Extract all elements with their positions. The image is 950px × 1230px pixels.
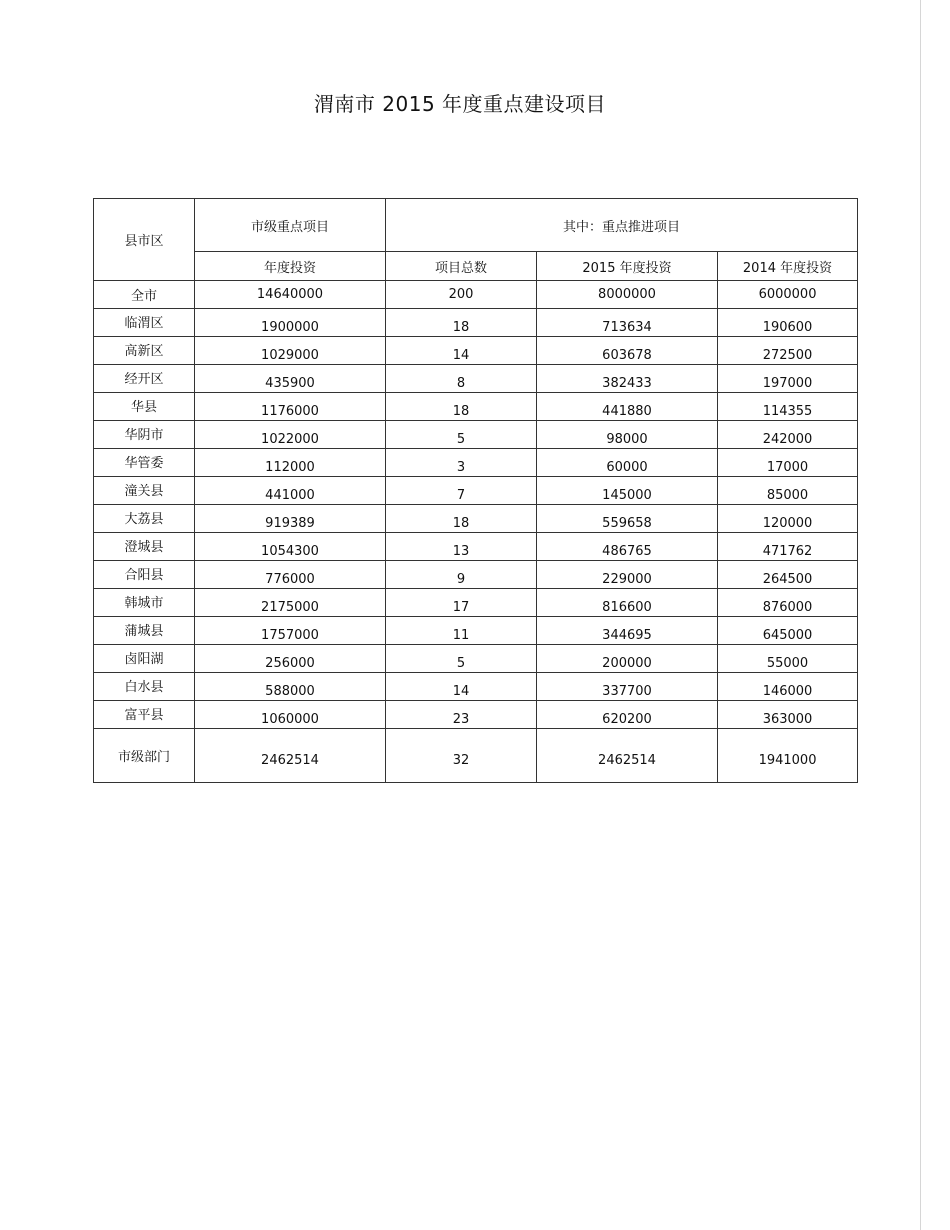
table-row bbox=[94, 589, 858, 617]
region-cell: 华县 bbox=[94, 393, 195, 421]
annual-investment-cell: 1176000 bbox=[195, 393, 386, 421]
project-count-cell: 9 bbox=[386, 561, 537, 589]
investment-2015-cell: 337700 bbox=[537, 673, 718, 701]
annual-investment-cell: 1022000 bbox=[195, 421, 386, 449]
investment-table bbox=[93, 198, 858, 783]
annual-investment-cell: 441000 bbox=[195, 477, 386, 505]
table-row bbox=[94, 617, 858, 645]
header-row-sub bbox=[94, 252, 858, 281]
project-count-cell: 32 bbox=[386, 729, 537, 783]
annual-investment-cell: 1757000 bbox=[195, 617, 386, 645]
table-row bbox=[94, 533, 858, 561]
annual-investment-cell: 2175000 bbox=[195, 589, 386, 617]
table-row bbox=[94, 477, 858, 505]
investment-2015-cell: 816600 bbox=[537, 589, 718, 617]
header-promoted-projects: 其中：重点推进项目 bbox=[386, 199, 858, 252]
region-cell: 华阴市 bbox=[94, 421, 195, 449]
investment-2014-cell: 6000000 bbox=[718, 281, 858, 309]
investment-2014-cell: 876000 bbox=[718, 589, 858, 617]
investment-2014-cell: 264500 bbox=[718, 561, 858, 589]
project-count-cell: 14 bbox=[386, 337, 537, 365]
investment-2015-cell: 486765 bbox=[537, 533, 718, 561]
project-count-cell: 5 bbox=[386, 421, 537, 449]
region-cell: 合阳县 bbox=[94, 561, 195, 589]
page-edge-rule bbox=[920, 0, 921, 1230]
region-cell: 潼关县 bbox=[94, 477, 195, 505]
annual-investment-cell: 112000 bbox=[195, 449, 386, 477]
investment-2014-cell: 242000 bbox=[718, 421, 858, 449]
investment-2014-cell: 1941000 bbox=[718, 729, 858, 783]
investment-2015-cell: 382433 bbox=[537, 365, 718, 393]
investment-2014-cell: 363000 bbox=[718, 701, 858, 729]
investment-2014-cell: 17000 bbox=[718, 449, 858, 477]
region-cell: 临渭区 bbox=[94, 309, 195, 337]
table-row bbox=[94, 645, 858, 673]
investment-2015-cell: 441880 bbox=[537, 393, 718, 421]
project-count-cell: 200 bbox=[386, 281, 537, 309]
investment-2014-cell: 146000 bbox=[718, 673, 858, 701]
annual-investment-cell: 256000 bbox=[195, 645, 386, 673]
investment-2015-cell: 2462514 bbox=[537, 729, 718, 783]
investment-2014-cell: 120000 bbox=[718, 505, 858, 533]
table-row bbox=[94, 393, 858, 421]
region-cell: 卤阳湖 bbox=[94, 645, 195, 673]
annual-investment-cell: 1029000 bbox=[195, 337, 386, 365]
project-count-cell: 8 bbox=[386, 365, 537, 393]
header-project-total: 项目总数 bbox=[386, 252, 537, 281]
annual-investment-cell: 1054300 bbox=[195, 533, 386, 561]
header-investment-2015: 2015 年度投资 bbox=[537, 252, 718, 281]
project-count-cell: 5 bbox=[386, 645, 537, 673]
investment-2015-cell: 559658 bbox=[537, 505, 718, 533]
region-cell: 蒲城县 bbox=[94, 617, 195, 645]
table-row bbox=[94, 337, 858, 365]
region-cell: 市级部门 bbox=[94, 729, 195, 783]
investment-2015-cell: 229000 bbox=[537, 561, 718, 589]
table-row bbox=[94, 729, 858, 783]
investment-2015-cell: 8000000 bbox=[537, 281, 718, 309]
project-count-cell: 13 bbox=[386, 533, 537, 561]
region-cell: 华管委 bbox=[94, 449, 195, 477]
region-cell: 大荔县 bbox=[94, 505, 195, 533]
investment-2014-cell: 55000 bbox=[718, 645, 858, 673]
header-city-key-projects: 市级重点项目 bbox=[195, 199, 386, 252]
table-row bbox=[94, 421, 858, 449]
header-annual-investment: 年度投资 bbox=[195, 252, 386, 281]
investment-2015-cell: 200000 bbox=[537, 645, 718, 673]
annual-investment-cell: 14640000 bbox=[195, 281, 386, 309]
project-count-cell: 18 bbox=[386, 309, 537, 337]
annual-investment-cell: 919389 bbox=[195, 505, 386, 533]
region-cell: 全市 bbox=[94, 281, 195, 309]
table-row bbox=[94, 561, 858, 589]
page-title: 渭南市 2015 年度重点建设项目 bbox=[313, 92, 607, 116]
header-row-top bbox=[94, 199, 858, 252]
table-row bbox=[94, 449, 858, 477]
table-row bbox=[94, 673, 858, 701]
project-count-cell: 18 bbox=[386, 505, 537, 533]
investment-2014-cell: 190600 bbox=[718, 309, 858, 337]
investment-2015-cell: 98000 bbox=[537, 421, 718, 449]
investment-2015-cell: 60000 bbox=[537, 449, 718, 477]
table-row bbox=[94, 701, 858, 729]
region-cell: 富平县 bbox=[94, 701, 195, 729]
annual-investment-cell: 776000 bbox=[195, 561, 386, 589]
annual-investment-cell: 588000 bbox=[195, 673, 386, 701]
table-row bbox=[94, 505, 858, 533]
investment-2014-cell: 197000 bbox=[718, 365, 858, 393]
project-count-cell: 11 bbox=[386, 617, 537, 645]
project-count-cell: 18 bbox=[386, 393, 537, 421]
investment-2015-cell: 344695 bbox=[537, 617, 718, 645]
project-count-cell: 17 bbox=[386, 589, 537, 617]
table-row bbox=[94, 309, 858, 337]
annual-investment-cell: 435900 bbox=[195, 365, 386, 393]
annual-investment-cell: 1900000 bbox=[195, 309, 386, 337]
region-cell: 韩城市 bbox=[94, 589, 195, 617]
annual-investment-cell: 1060000 bbox=[195, 701, 386, 729]
investment-2014-cell: 85000 bbox=[718, 477, 858, 505]
header-region: 县市区 bbox=[94, 199, 195, 281]
annual-investment-cell: 2462514 bbox=[195, 729, 386, 783]
header-investment-2014: 2014 年度投资 bbox=[718, 252, 858, 281]
investment-2014-cell: 114355 bbox=[718, 393, 858, 421]
project-count-cell: 14 bbox=[386, 673, 537, 701]
investment-2015-cell: 620200 bbox=[537, 701, 718, 729]
region-cell: 高新区 bbox=[94, 337, 195, 365]
table-row bbox=[94, 281, 858, 309]
region-cell: 经开区 bbox=[94, 365, 195, 393]
region-cell: 白水县 bbox=[94, 673, 195, 701]
region-cell: 澄城县 bbox=[94, 533, 195, 561]
investment-2015-cell: 603678 bbox=[537, 337, 718, 365]
investment-2014-cell: 645000 bbox=[718, 617, 858, 645]
project-count-cell: 7 bbox=[386, 477, 537, 505]
investment-2015-cell: 713634 bbox=[537, 309, 718, 337]
project-count-cell: 23 bbox=[386, 701, 537, 729]
table-row bbox=[94, 365, 858, 393]
project-count-cell: 3 bbox=[386, 449, 537, 477]
investment-2014-cell: 471762 bbox=[718, 533, 858, 561]
investment-2015-cell: 145000 bbox=[537, 477, 718, 505]
investment-2014-cell: 272500 bbox=[718, 337, 858, 365]
